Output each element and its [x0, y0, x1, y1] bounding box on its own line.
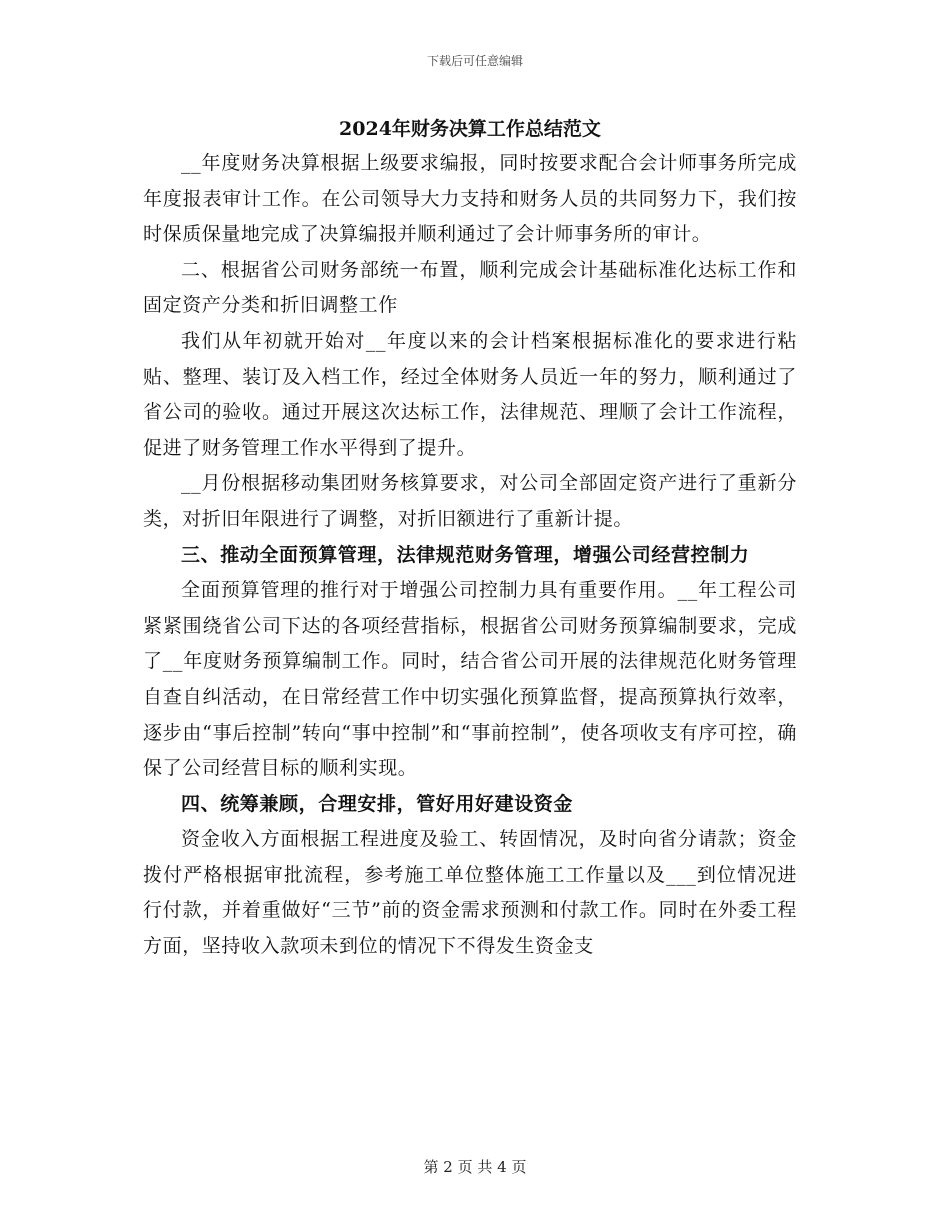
paragraph: __月份根据移动集团财务核算要求，对公司全部固定资产进行了重新分类，对折旧年限进行了调整，对折旧额进行了重新计提。 [143, 472, 797, 530]
paragraph: 我们从年初就开始对__年度以来的会计档案根据标准化的要求进行粘贴、整理、装订及入档工作，经过全体财务人员近一年的努力，顺利通过了省公司的验收。通过开展这次达标工作，法律规范、理顺了会计工作流程，促进了财务管理工作水平得到了提升。 [143, 329, 797, 459]
page-number: 第 2 页 共 4 页 [423, 1158, 527, 1176]
section-heading: 三、推动全面预算管理，法律规范财务管理，增强公司经营控制力 [181, 543, 750, 566]
paragraph: __年度财务决算根据上级要求编报，同时按要求配合会计师事务所完成年度报表审计工作。在公司领导大力支持和财务人员的共同努力下，我们按时保质保量地完成了决算编报并顺利通过了会计师事务所的审计。 [143, 152, 797, 246]
document-body [143, 112, 797, 965]
paragraph: 全面预算管理的推行对于增强公司控制力具有重要作用。__年工程公司紧紧围绕省公司下达的各项经营指标，根据省公司财务预算编制要求，完成了__年度财务预算编制工作。同时，结合省公司开展的法律规范化财务管理自查自纠活动，在日常经营工作中切实强化预算监督，提高预算执行效率，逐步由“事后控制”转向“事中控制”和“事前控制”，使各项收支有序可控，确保了公司经营目标的顺利实现。 [143, 579, 797, 780]
page-header-note: 下载后可任意编辑 [426, 54, 523, 68]
document-title: 2024年财务决算工作总结范文 [339, 118, 601, 140]
paragraph: 二、根据省公司财务部统一布置，顺利完成会计基础标准化达标工作和固定资产分类和折旧调整工作 [143, 258, 797, 317]
section-heading: 四、统筹兼顾，合理安排，管好用好建设资金 [181, 792, 574, 815]
paragraph: 资金收入方面根据工程进度及验工、转固情况，及时向省分请款；资金拨付严格根据审批流程，参考施工单位整体施工工作量以及___到位情况进行付款，并着重做好“三节”前的资金需求预测和付款工作。同时在外委工程方面，坚持收入款项未到位的情况下不得发生资金支 [143, 828, 797, 958]
